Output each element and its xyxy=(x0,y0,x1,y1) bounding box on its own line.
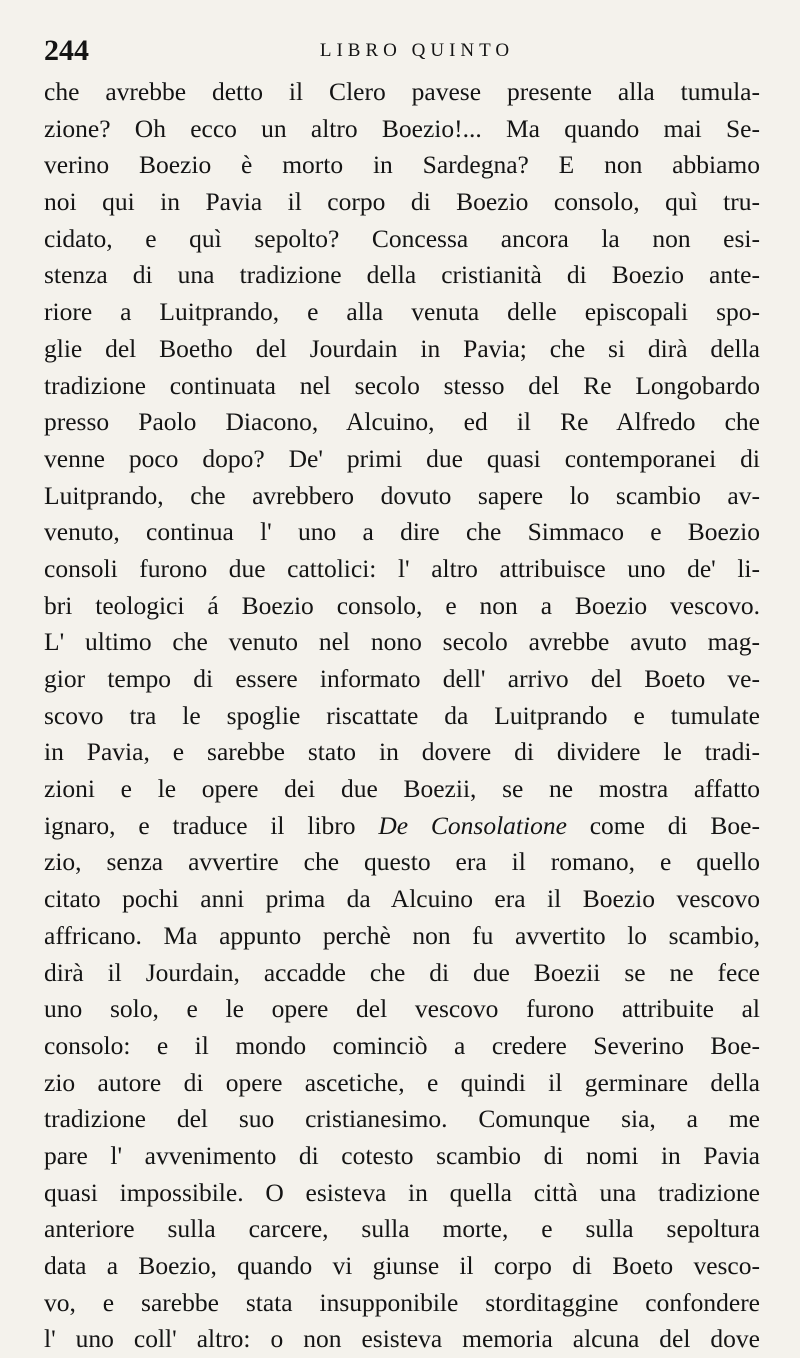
text-line: venuto, continua l' uno a dire che Simmaco e Boezio xyxy=(44,517,760,547)
text-line: pare l' avvenimento di cotesto scambio di nomi in Pavia xyxy=(44,1140,760,1170)
book-title: De Consolatione xyxy=(378,810,567,840)
text-line: Luitprando, che avrebbero dovuto sapere lo scambio av- xyxy=(44,480,760,510)
text-line: citato pochi anni prima da Alcuino era il Boezio vescovo xyxy=(44,884,760,914)
text-line: verino Boezio è morto in Sardegna? E non abbiamo xyxy=(44,150,760,180)
text-line: consoli furono due cattolici: l' altro attribuisce uno de' li- xyxy=(44,553,760,583)
text-line: venne poco dopo? De' primi due quasi contemporanei di xyxy=(44,443,760,473)
text-line: zioni e le opere dei due Boezii, se ne mostra affatto xyxy=(44,774,760,804)
running-head: LIBRO QUINTO xyxy=(319,40,515,61)
text-line: zione? Oh ecco un altro Boezio!... Ma quando mai Se- xyxy=(44,113,760,143)
text-line: gior tempo di essere informato dell' arrivo del Boeto ve- xyxy=(44,664,760,693)
text-line: affricano. Ma appunto perchè non fu avvertito lo scambio, xyxy=(44,920,760,950)
text-line: tradizione del suo cristianesimo. Comunque sia, a me xyxy=(44,1104,760,1134)
text-line: zio, senza avvertire che questo era il romano, e quello xyxy=(44,847,760,877)
page-number: 244 xyxy=(44,34,89,67)
text-line: zio autore di opere ascetiche, e quindi il germinare della xyxy=(44,1067,760,1097)
text-line xyxy=(44,808,760,845)
page-header xyxy=(44,30,760,74)
text-line: riore a Luitprando, e alla venuta delle episcopali spo- xyxy=(44,297,760,327)
body-text xyxy=(44,74,760,1358)
text-line: dirà il Jourdain, accadde che di due Boezii se ne fece xyxy=(44,957,760,987)
text-line: che avrebbe detto il Clero pavese presente alla tumula- xyxy=(44,77,760,106)
text-line: in Pavia, e sarebbe stato in dovere di dividere le tradi- xyxy=(44,737,760,767)
text-line: l' uno coll' altro: o non esisteva memoria alcuna del dove xyxy=(44,1324,760,1354)
text-line: presso Paolo Diacono, Alcuino, ed il Re Alfredo che xyxy=(44,407,760,437)
text-line: vo, e sarebbe stata insupponibile storditaggine confondere xyxy=(44,1287,760,1317)
text-line: bri teologici á Boezio consolo, e non a Boezio vescovo. xyxy=(44,590,760,620)
text-line: L' ultimo che venuto nel nono secolo avrebbe avuto mag- xyxy=(44,627,760,657)
text-line: uno solo, e le opere del vescovo furono attribuite al xyxy=(44,994,760,1024)
text-segment: ignaro, e traduce il libro xyxy=(44,810,379,840)
text-line: stenza di una tradizione della cristianità di Boezio ante- xyxy=(44,260,760,290)
text-line: cidato, e quì sepolto? Concessa ancora la non esi- xyxy=(44,223,760,253)
text-line: scovo tra le spoglie riscattate da Luitprando e tumulate xyxy=(44,700,760,730)
text-line: quasi impossibile. O esisteva in quella città una tradizione xyxy=(44,1177,760,1207)
text-line: consolo: e il mondo cominciò a credere Severino Boe- xyxy=(44,1030,760,1060)
text-line: tradizione continuata nel secolo stesso del Re Longobardo xyxy=(44,370,760,400)
text-line: noi qui in Pavia il corpo di Boezio consolo, quì tru- xyxy=(44,187,760,217)
text-segment: come di Boe- xyxy=(566,810,760,840)
text-line: glie del Boetho del Jourdain in Pavia; che si dirà della xyxy=(44,333,760,363)
text-line: data a Boezio, quando vi giunse il corpo di Boeto vesco- xyxy=(44,1251,760,1280)
text-line: anteriore sulla carcere, sulla morte, e sulla sepoltura xyxy=(44,1214,760,1244)
